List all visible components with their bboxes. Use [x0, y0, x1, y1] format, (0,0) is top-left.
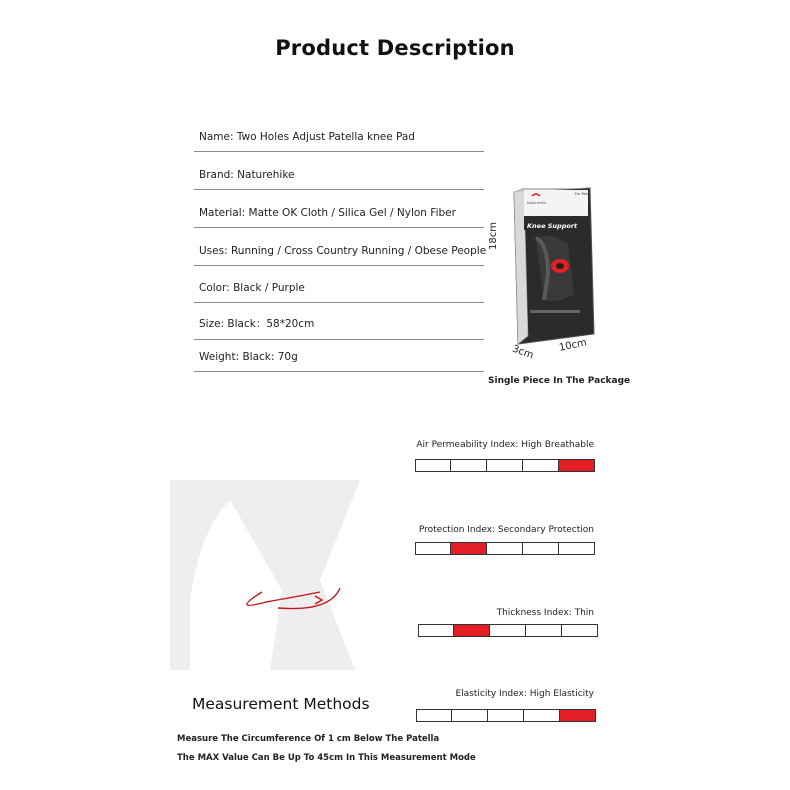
package-caption: Single Piece In The Package: [488, 376, 631, 386]
spec-text: Uses: Running / Cross Country Running / Obese People: [199, 245, 487, 257]
spec-material: [194, 190, 484, 228]
elasticity-scale: [416, 709, 596, 722]
scale-segment: [416, 709, 452, 722]
box-depth-label: 3cm: [510, 343, 535, 362]
air-permeability-scale: [415, 459, 595, 472]
scale-segment: [487, 459, 523, 472]
measurement-line-2: The MAX Value Can Be Up To 45cm In This Measurement Mode: [177, 753, 476, 763]
spec-uses: [194, 228, 487, 266]
measurement-line-1: Measure The Circumference Of 1 cm Below The Patella: [177, 734, 440, 744]
spec-text: Material: Matte OK Cloth / Silica Gel / Nylon Fiber: [199, 207, 456, 219]
scale-segment: [451, 459, 487, 472]
spec-text: Name: Two Holes Adjust Patella knee Pad: [199, 131, 415, 143]
scale-segment: [418, 624, 454, 637]
scale-segment-active: [559, 459, 595, 472]
package-box-image: [496, 184, 626, 364]
protection-label: Protection Index: Secondary Protection: [418, 525, 594, 535]
scale-segment-active: [560, 709, 596, 722]
protection-scale: [415, 542, 595, 555]
spec-color: [194, 265, 484, 303]
scale-segment: [523, 542, 559, 555]
spec-text: Size: Black：58*20cm: [199, 318, 315, 330]
spec-text: Brand: Naturehike: [199, 169, 295, 181]
scale-segment: [490, 624, 526, 637]
thickness-label: Thickness Index: Thin: [496, 608, 594, 618]
air-permeability-label: Air Permeability Index: High Breathable: [416, 440, 594, 450]
box-tag-text: For Men: [575, 192, 589, 196]
scale-segment: [487, 542, 523, 555]
scale-segment-active: [454, 624, 490, 637]
spec-name: [194, 114, 484, 152]
measurement-title: Measurement Methods: [192, 695, 370, 713]
box-brand-text: Naturehike: [527, 201, 547, 205]
scale-segment: [488, 709, 524, 722]
box-title-text: Knee Support: [527, 222, 578, 230]
scale-segment: [562, 624, 598, 637]
box-height-label: 18cm: [488, 222, 499, 250]
elasticity-label: Elasticity Index: High Elasticity: [455, 689, 594, 699]
page-title: Product Description: [275, 36, 515, 60]
scale-segment: [524, 709, 560, 722]
scale-segment: [452, 709, 488, 722]
thickness-scale: [418, 624, 598, 637]
scale-segment: [523, 459, 559, 472]
box-width-label: 10cm: [558, 337, 588, 354]
spec-text: Color: Black / Purple: [199, 282, 305, 294]
spec-text: Weight: Black: 70g: [199, 351, 298, 363]
scale-segment: [559, 542, 595, 555]
scale-segment-active: [451, 542, 487, 555]
knee-measurement-illustration: [170, 480, 360, 670]
scale-segment: [526, 624, 562, 637]
spec-weight: [194, 334, 484, 372]
spec-brand: [194, 152, 484, 190]
scale-segment: [415, 459, 451, 472]
scale-segment: [415, 542, 451, 555]
